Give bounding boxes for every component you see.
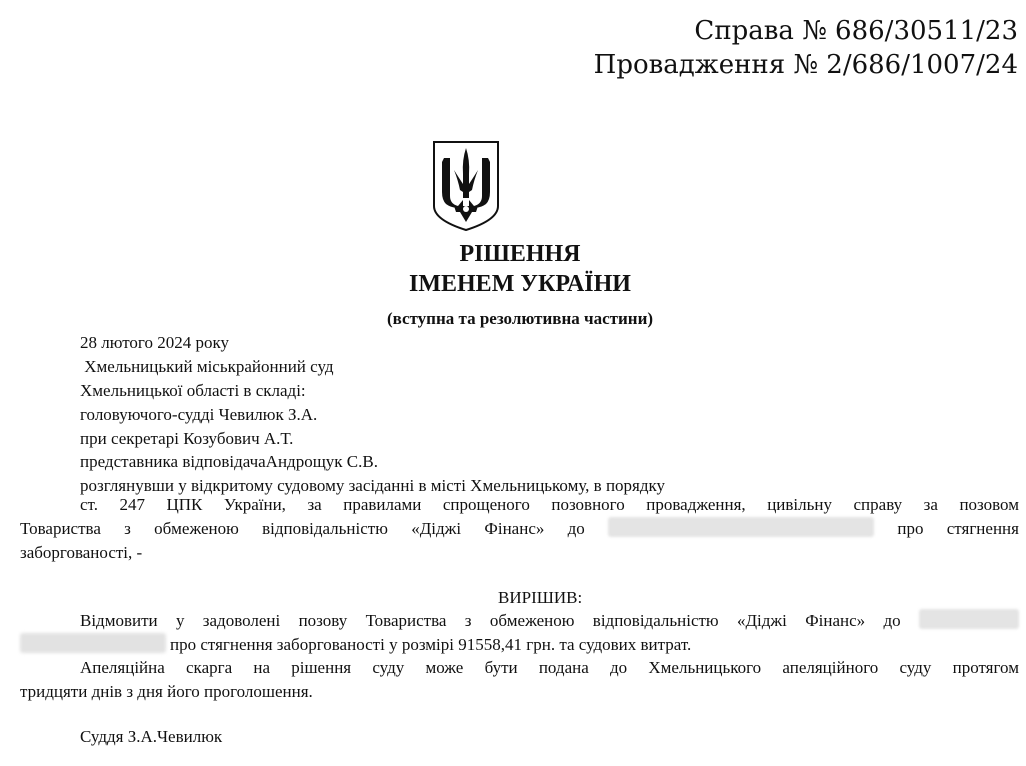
word: до [567,519,585,538]
word: справу [853,495,903,514]
word: рішення [291,658,352,677]
word: відповідальністю [592,611,719,630]
resolution-line1 [80,609,1019,632]
word: «Діджі [736,611,787,630]
word: Фінанс» [805,611,866,630]
word: може [425,658,464,677]
word: подана [538,658,589,677]
word: Відмовити [80,611,158,630]
word: позовного [551,495,625,514]
procedure-paragraph-line2 [20,517,1019,540]
word: за [923,495,938,514]
considered-text: розглянувши у відкритому судовому засіданні в місті Хмельницькому, в порядку [80,476,666,495]
appeal-line1 [80,656,1019,679]
word: провадження, [646,495,746,514]
word: позову [298,611,348,630]
word: відповідальністю [262,519,388,538]
word: Товариства [365,611,447,630]
word: у [175,611,185,630]
word: спрощеного [442,495,530,514]
word: 247 [119,495,145,514]
word: до [883,611,901,630]
word: ст. [80,495,98,514]
presiding-judge: головуючого-судді Чевилюк З.А. [80,405,318,424]
word: Товариства [20,519,101,538]
word: бути [484,658,518,677]
resolution-heading: ВИРІШИВ: [498,588,583,607]
word: суду [899,658,932,677]
word: обмеженою [489,611,575,630]
document-title: РІШЕННЯ [459,241,581,267]
word: скарга [186,658,233,677]
document-subtitle: (вступна та резолютивна частини) [386,309,654,328]
word: Хмельницького [648,658,762,677]
word: стягнення [946,519,1019,538]
ukraine-coat-of-arms-icon [432,140,500,232]
word: до [610,658,628,677]
word: з [124,519,131,538]
defendant-representative: представника відповідачаАндрощук С.В. [80,452,378,471]
word: Фінанс» [484,519,545,538]
word: суду [372,658,405,677]
word: задоволені [202,611,281,630]
word: за [307,495,322,514]
word: Апеляційна [80,658,165,677]
redacted-defendant-name [20,633,166,653]
word: про [897,519,924,538]
procedure-paragraph-line3: заборгованості, - [20,543,143,562]
decision-date: 28 лютого 2024 року [80,333,229,352]
word: України, [223,495,286,514]
court-secretary: при секретарі Козубович А.Т. [80,429,294,448]
judge-signature: Суддя З.А.Чевилюк [80,727,223,746]
word: на [253,658,271,677]
proceeding-number: Провадження № 2/686/1007/24 [593,50,1018,80]
redacted-defendant-name [608,517,874,537]
appeal-line2: тридцяти днів з дня його проголошення. [20,682,313,701]
court-region: Хмельницької області в складі: [80,381,306,400]
word: апеляційного [782,658,879,677]
document-title-subline: ІМЕНЕМ УКРАЇНИ [409,271,631,297]
word: обмеженою [154,519,239,538]
word: правилами [343,495,422,514]
case-header [594,14,1018,82]
word: «Діджі [411,519,462,538]
word: протягом [952,658,1019,677]
resolution-line2: про стягнення заборгованості у розмірі 91558,41 грн. та судових витрат. [170,635,692,654]
word: позовом [959,495,1019,514]
case-number: Справа № 686/30511/23 [694,16,1018,46]
redacted-defendant-name [919,609,1019,629]
word: ЦПК [166,495,203,514]
word: з [464,611,472,630]
procedure-paragraph-line1 [80,493,1019,516]
court-name: Хмельницький міськрайонний суд [80,357,334,376]
word: цивільну [767,495,832,514]
